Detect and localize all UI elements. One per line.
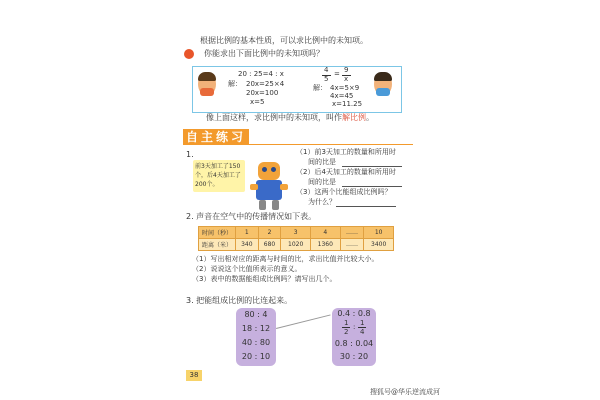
frac-b-num: 9 <box>344 66 349 74</box>
left-equation: 20 : 25=4 : x <box>238 70 284 78</box>
boy-avatar-right <box>374 72 392 96</box>
ex1-q2a: （2）后4天加工的数量和所用时 <box>296 168 396 176</box>
page-number: 38 <box>186 370 202 381</box>
frac-b-den: 4 <box>360 328 365 336</box>
ex1-note: 前3天加工了150个，后4天加工了200个。 <box>193 160 245 192</box>
boy-avatar-left <box>198 72 216 96</box>
table-cell: 340 <box>236 239 259 251</box>
ex3-left-item[interactable]: 80 : 4 <box>244 310 268 319</box>
solutions-box <box>192 66 402 113</box>
ex1-number: 1. <box>186 150 194 159</box>
ex2-title: 2. 声音在空气中的传播情况如下表。 <box>186 212 317 221</box>
right-fraction-equation <box>322 66 362 86</box>
ex3-right-item[interactable]: 0.8 : 0.04 <box>334 339 374 348</box>
frac-a-den: 2 <box>344 328 349 336</box>
frac-a-den: 5 <box>324 75 329 83</box>
equals-sign: = <box>334 70 340 78</box>
section-underline <box>183 144 413 145</box>
left-jie: 解： <box>228 80 242 88</box>
frac-b-den: x <box>344 75 349 83</box>
table-cell: 3400 <box>364 239 394 251</box>
table-header-cell: 时间（秒） <box>199 227 236 239</box>
robot-illustration <box>250 162 288 212</box>
ex3-connect-line <box>276 314 331 329</box>
ex3-title: 3. 把能组成比例的比连起来。 <box>186 296 293 305</box>
apple-icon <box>184 49 194 59</box>
right-jie: 解： <box>313 84 327 92</box>
ex1-q2-blank[interactable] <box>342 186 402 187</box>
table-cell: 1360 <box>310 239 340 251</box>
ex3-right-item[interactable]: 0.4 : 0.8 <box>337 309 371 318</box>
frac-b-num: 1 <box>360 319 365 327</box>
table-cell: 680 <box>258 239 281 251</box>
ex3-right-fraction[interactable] <box>332 319 376 337</box>
table-cell: 1020 <box>281 239 311 251</box>
table-cell: …… <box>340 239 364 251</box>
table-row <box>199 239 394 251</box>
table-header-cell: 10 <box>364 227 394 239</box>
section-title: 自主练习 <box>183 129 249 145</box>
ex2-q2: （2）说说这个比值所表示的意义。 <box>192 265 302 273</box>
ex1-q3a: （3）这两个比能组成比例吗？ <box>296 188 392 196</box>
ex2-q1: （1）写出相对应的距离与时间的比，求出比值并比较大小。 <box>192 255 379 263</box>
table-header-cell: 3 <box>281 227 311 239</box>
ex3-right-group <box>332 308 376 366</box>
table-header-cell: 1 <box>236 227 259 239</box>
ex1-q1b: 间的比是 <box>308 158 336 166</box>
left-step1: 20x=25×4 <box>246 80 285 88</box>
question-text: 你能求出下面比例中的未知项吗？ <box>204 49 324 58</box>
ex3-right-item[interactable]: 30 : 20 <box>339 352 369 361</box>
right-step3: x=11.25 <box>332 100 363 108</box>
left-step2: 20x=100 <box>246 89 279 97</box>
intro-text: 根据比例的基本性质，可以求比例中的未知项。 <box>200 36 368 45</box>
table-header-cell: 2 <box>258 227 281 239</box>
ex3-left-item[interactable]: 40 : 80 <box>241 338 271 347</box>
ex1-q1-blank[interactable] <box>342 166 402 167</box>
ex1-q1a: （1）前3天加工的数量和所用时 <box>296 148 396 156</box>
ex1-q2b: 间的比是 <box>308 178 336 186</box>
table-header-cell: …… <box>340 227 364 239</box>
summary-after: 。 <box>366 113 374 122</box>
table-cell: 距离（米） <box>199 239 236 251</box>
right-step1: 4x=5×9 <box>330 84 360 92</box>
frac-sep: : <box>353 323 356 331</box>
ex3-left-item[interactable]: 20 : 10 <box>241 352 271 361</box>
summary-before: 像上面这样，求比例中的未知项，叫作 <box>206 113 342 122</box>
frac-a-num: 1 <box>344 319 349 327</box>
table-header-row <box>199 227 394 239</box>
right-step2: 4x=45 <box>330 92 354 100</box>
table-header-cell: 4 <box>310 227 340 239</box>
frac-a-num: 4 <box>324 66 329 74</box>
left-step3: x=5 <box>250 98 265 106</box>
watermark: 搜狐号@华乐逆流成河 <box>370 388 440 396</box>
sound-table <box>198 226 394 251</box>
ex1-q3b: 为什么？ <box>308 198 336 206</box>
summary-text <box>206 113 374 123</box>
ex3-left-group <box>236 308 276 366</box>
ex1-q3-blank[interactable] <box>336 206 396 207</box>
summary-highlight: 解比例 <box>342 113 366 122</box>
ex3-left-item[interactable]: 18 : 12 <box>241 324 271 333</box>
ex2-q3: （3）表中的数据能组成比例吗？请写出几个。 <box>192 275 337 283</box>
